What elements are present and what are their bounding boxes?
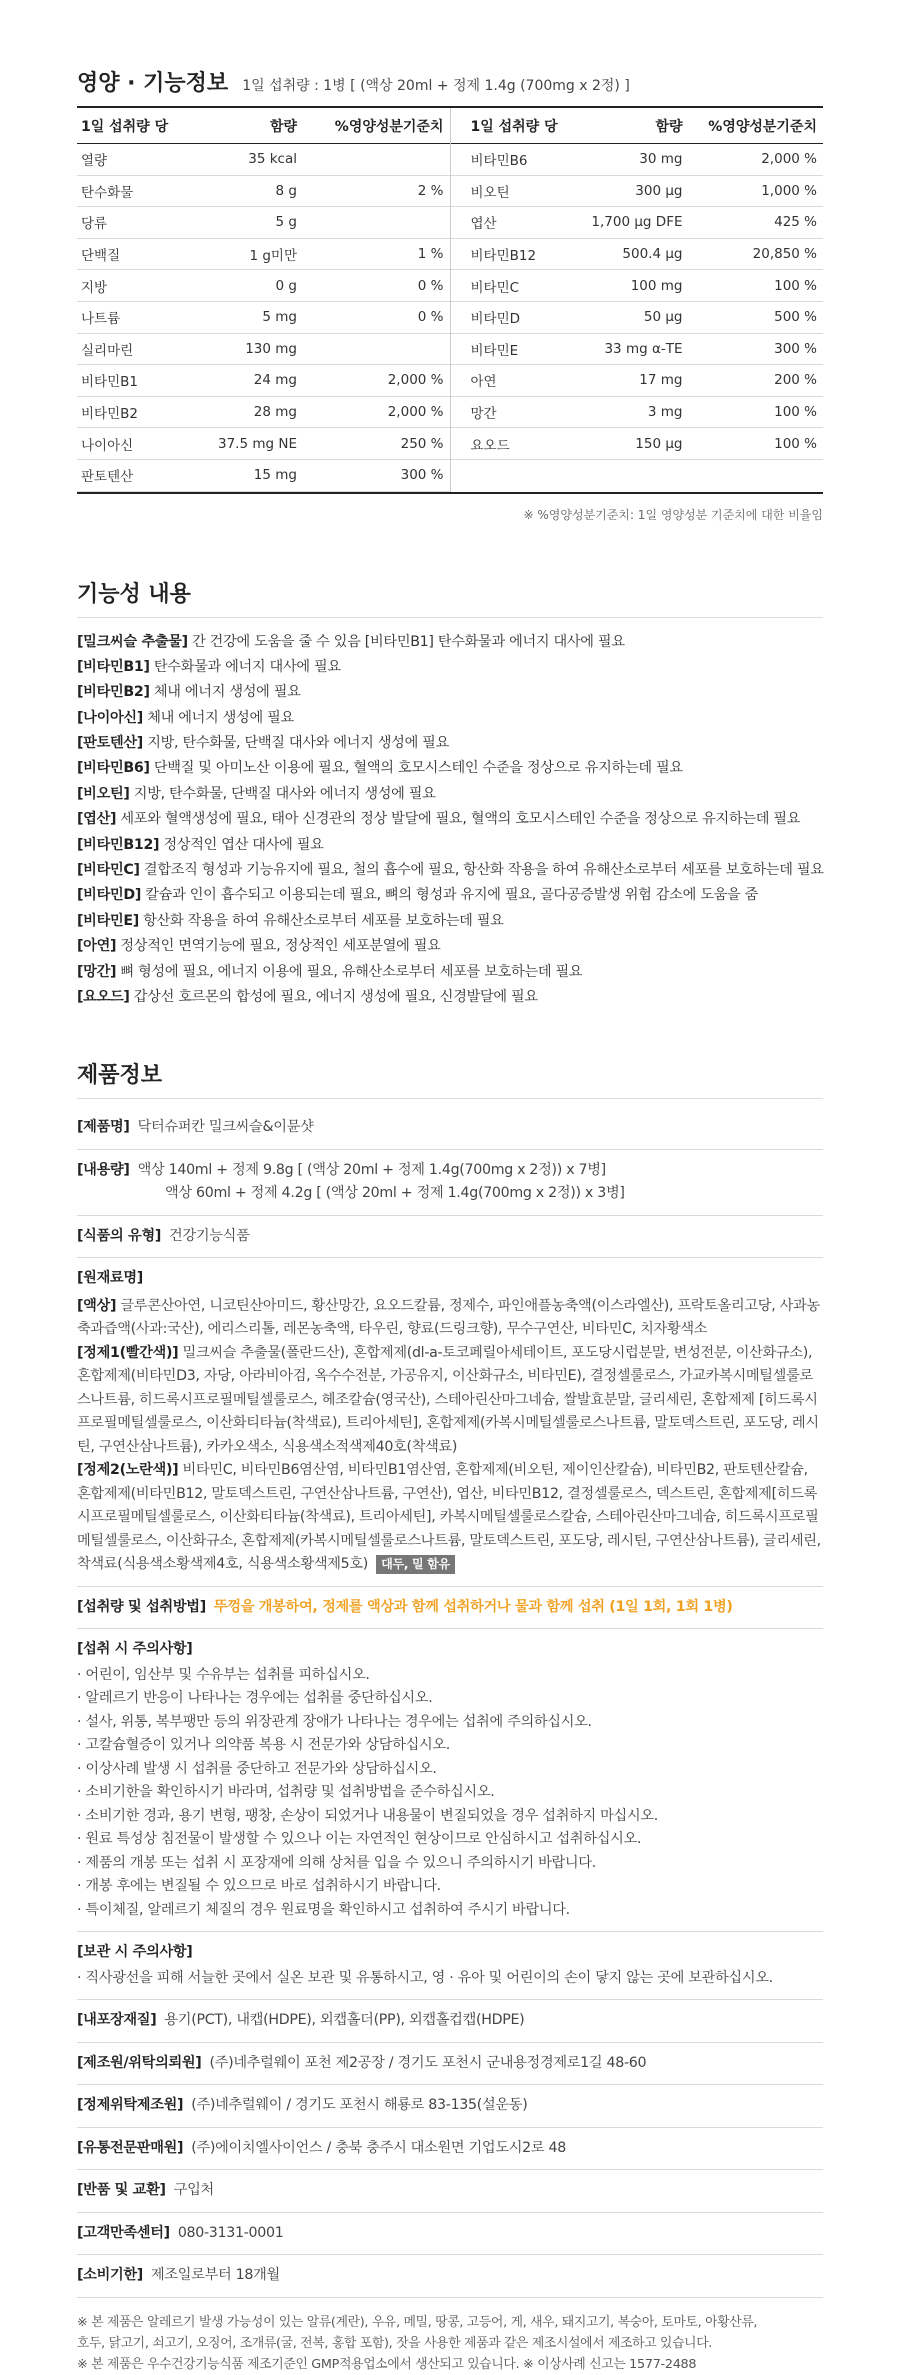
function-tag: [비타민B2] — [77, 684, 150, 701]
function-item — [77, 833, 823, 858]
storage-row — [77, 1932, 823, 2000]
nutrition-cell-name: 단백질 — [81, 248, 121, 265]
volume-label: [내용량] — [77, 1161, 130, 1178]
storage-label: [보관 시 주의사항] — [77, 1944, 193, 1961]
function-tag: [비타민C] — [77, 862, 140, 879]
function-text: 뼈 형성에 필요, 에너지 이용에 필요, 유해산소로부터 세포를 보호하는데 필요 — [116, 963, 583, 980]
nutrition-row — [451, 365, 824, 397]
nutrition-cell-name: 나이아신 — [81, 437, 134, 454]
nutrition-cell-amount: 30 mg — [639, 151, 683, 168]
cautions-row — [77, 1629, 823, 1932]
nutrition-row — [451, 207, 824, 239]
nutrition-cell-pct: 2 % — [417, 182, 444, 199]
nutrition-row — [77, 460, 450, 492]
nutrition-cell-name: 비타민D — [470, 311, 521, 328]
nutrition-row — [77, 176, 450, 208]
nutrition-cell-name: 판토텐산 — [81, 469, 134, 486]
nutrition-cell-amount: 17 mg — [639, 372, 683, 389]
manufacturer-value: (주)네추럴웨이 포천 제2공장 / 경기도 포천시 군내용정경제로1길 48-60 — [209, 2054, 647, 2071]
function-item — [77, 680, 823, 705]
nutrition-cell-name: 아연 — [470, 374, 497, 391]
nutrition-cell-name: 비타민B1 — [81, 374, 138, 391]
tablet-maker-value: (주)네추럴웨이 / 경기도 포천시 해룡로 83-135(설운동) — [191, 2097, 528, 2114]
nutrition-cell-pct: 2,000 % — [387, 404, 444, 421]
function-tag: [망간] — [77, 963, 117, 980]
function-tag: [나이아신] — [77, 709, 143, 726]
nutrition-cell-pct: 500 % — [774, 309, 817, 326]
header-amount: 함량 — [269, 118, 297, 135]
caution-item: · 알레르기 반응이 나타나는 경우에는 섭취를 중단하십시오. — [77, 1690, 433, 1707]
nutrition-cell-name: 탄수화물 — [81, 184, 134, 201]
function-item — [77, 630, 823, 655]
nutrition-cell-amount: 8 g — [275, 182, 297, 199]
nutrition-row — [451, 144, 824, 176]
nutrition-cell-amount: 15 mg — [253, 467, 297, 484]
caution-item: · 개봉 후에는 변질될 수 있으므로 바로 섭취하시기 바랍니다. — [77, 1878, 441, 1895]
function-text: 항산화 작용을 하여 유해산소로부터 세포를 보호하는데 필요 — [138, 912, 504, 929]
expiry-label: [소비기한] — [77, 2267, 143, 2284]
storage-value: · 직사광선을 피해 서늘한 곳에서 실온 보관 및 유통하시고, 영 · 유아 및 어린이의 손이 닿지 않는 곳에 보관하십시오. — [77, 1969, 773, 1986]
function-tag: [비타민B12] — [77, 836, 160, 853]
nutrition-cell-pct: 250 % — [400, 435, 444, 452]
function-item — [77, 934, 823, 959]
return-label: [반품 및 교환] — [77, 2182, 166, 2199]
volume-line-1: 액상 140ml + 정제 9.8g [ (액상 20ml + 정제 1.4g(700mg x 2정)) x 7병] — [137, 1161, 606, 1178]
nutrition-cell-pct: 2,000 % — [387, 372, 444, 389]
function-item — [77, 731, 823, 756]
ingredients-tablet-2 — [77, 1459, 823, 1577]
function-text: 정상적인 엽산 대사에 필요 — [159, 836, 324, 853]
nutrition-cell-amount: 24 mg — [253, 372, 297, 389]
function-text: 갑상선 호르몬의 합성에 필요, 에너지 생성에 필요, 신경발달에 필요 — [129, 989, 538, 1005]
caution-item: · 원료 특성상 침전물이 발생할 수 있으나 이는 자연적인 현상이므로 안심하시고 섭취하십시오. — [77, 1831, 642, 1848]
nutrition-row — [451, 334, 824, 366]
function-item — [77, 706, 823, 731]
nutrition-cell-pct: 0 % — [417, 277, 444, 294]
ingredients-tablet-1-text: 밀크씨슬 추출물(폴란드산), 혼합제제(dl-a-토코페릴아세테이트, 포도당시럽분말, 변성전분, 이산화규소), 혼합제제(비타민D3, 자당, 아라비아검, 옥수수전분, 가공유지, 이산화규소, 비타민E), 결정셀룰로스, 가교카복시메틸셀룰로스나트륨, 히드록시프로필메틸셀룰로스, 헤조칼슘(영국산), 스테아린산마그네슘, 쌀발효분말, 글리세린, 혼합제제 [히드록시프로필메틸셀룰로스, 이산화티타늄(착색료), 트리아세틴], 혼합제제(카복시메틸셀룰로스나트륨, 말토덱스트린, 포도당, 레시틴, 구연산삼나트륨), 카카오색소, 식용색소적색제40호(착색료) — [77, 1344, 819, 1455]
nutrition-cell-amount: 5 g — [275, 214, 297, 231]
nutrition-row — [77, 302, 450, 334]
function-text: 간 건강에 도움을 줄 수 있음 [비타민B1] 탄수화물과 에너지 대사에 필요 — [187, 633, 625, 650]
function-item — [77, 782, 823, 807]
function-item — [77, 807, 823, 832]
caution-item: · 소비기한을 확인하시기 바라며, 섭취량 및 섭취방법을 준수하십시오. — [77, 1784, 495, 1801]
nutrition-cell-name: 요오드 — [470, 437, 510, 454]
header-amount: 함량 — [655, 118, 683, 135]
function-item — [77, 960, 823, 985]
expiry-row — [77, 2255, 823, 2298]
caution-item: · 특이체질, 알레르기 체질의 경우 원료명을 확인하시고 섭취하여 주시기 바랍니다. — [77, 1901, 570, 1918]
function-tag: [밀크씨슬 추출물] — [77, 633, 188, 650]
volume-row — [77, 1150, 823, 1216]
header-daily-value: %영양성분기준치 — [708, 118, 817, 135]
product-name-row — [77, 1107, 823, 1150]
nutrition-cell-name: 비오틴 — [470, 184, 510, 201]
functions-title: 기능성 내용 — [77, 581, 191, 607]
nutrition-cell-amount: 1,700 μg DFE — [591, 214, 683, 231]
function-tag: [엽산] — [77, 811, 117, 828]
product-name-value: 닥터슈퍼칸 밀크씨슬&이뮨샷 — [137, 1119, 314, 1136]
header-daily-value: %영양성분기준치 — [334, 118, 444, 135]
function-tag: [비오틴] — [77, 785, 130, 802]
nutrition-cell-name: 비타민B12 — [470, 248, 537, 265]
function-tag: [판토텐산] — [77, 735, 143, 752]
packaging-label: [내포장재질] — [77, 2012, 157, 2029]
nutrition-cell-name: 비타민E — [470, 342, 519, 359]
ingredients-liquid-tag: [액상] — [77, 1297, 117, 1314]
caution-item: · 고칼슘혈증이 있거나 의약품 복용 시 전문가와 상담하십시오. — [77, 1737, 451, 1754]
manufacturer-label: [제조원/위탁의뢰원] — [77, 2054, 202, 2071]
nutrition-cell-amount: 37.5 mg NE — [218, 435, 297, 452]
distributor-row — [77, 2128, 823, 2171]
nutrition-cell-pct: 425 % — [774, 214, 817, 231]
product-name-label: [제품명] — [77, 1119, 130, 1136]
method-label: [섭취량 및 섭취방법] — [77, 1598, 206, 1615]
caution-item: · 소비기한 경과, 용기 변형, 팽창, 손상이 되었거나 내용물이 변질되었을 경우 섭취하지 마십시오. — [77, 1807, 658, 1824]
distributor-label: [유통전문판매원] — [77, 2139, 184, 2156]
nutrition-header — [77, 0, 823, 102]
nutrition-cell-name: 열량 — [81, 153, 108, 170]
nutrition-cell-pct: 100 % — [774, 277, 817, 294]
header-per-serving: 1일 섭취량 당 — [81, 118, 169, 135]
nutrition-row — [451, 270, 824, 302]
product-header — [77, 1058, 823, 1099]
product-title: 제품정보 — [77, 1063, 163, 1089]
nutrition-row — [451, 302, 824, 334]
function-text: 결합조직 형성과 기능유지에 필요, 철의 흡수에 필요, 항산화 작용을 하여 유해산소로부터 세포를 보호하는데 필요 — [139, 862, 824, 879]
volume-line-2: 액상 60ml + 정제 4.2g [ (액상 20ml + 정제 1.4g(700mg x 2정)) x 3병] — [165, 1185, 625, 1202]
functions-header — [77, 577, 823, 618]
caution-item: · 설사, 위통, 복부팽만 등의 위장관계 장애가 나타나는 경우에는 섭취에 주의하십시오. — [77, 1713, 592, 1730]
nutrition-cell-name: 나트륨 — [81, 311, 121, 328]
nutrition-cell-pct: 0 % — [417, 309, 444, 326]
cautions-list — [77, 1664, 823, 1923]
nutrition-row — [451, 428, 824, 460]
serving-size: 1일 섭취량 : 1병 [ (액상 20ml + 정제 1.4g (700mg x 2정) ] — [242, 78, 630, 94]
ingredients-liquid-text: 글루콘산아연, 니코틴산아미드, 황산망간, 요오드칼륨, 정제수, 파인애플농축액(이스라엘산), 프락토올리고당, 사과농축과즙액(사과:국산), 에리스리톨, 레몬농축액, 타우린, 향료(드링크향), 무수구연산, 비타민C, 치자황색소 — [77, 1297, 820, 1338]
nutrition-cell-pct: 300 % — [774, 340, 817, 357]
allergen-badge: 대두, 밀 함유 — [376, 1555, 454, 1574]
ingredients-tablet-1-tag: [정제1(빨간색)] — [77, 1344, 179, 1361]
caution-item: · 이상사례 발생 시 섭취를 중단하고 전문가와 상담하십시오. — [77, 1760, 437, 1777]
nutrition-cell-pct: 200 % — [774, 372, 817, 389]
nutrition-cell-amount: 150 μg — [635, 435, 683, 452]
function-text: 체내 에너지 생성에 필요 — [149, 684, 301, 701]
nutrition-cell-pct: 1 % — [417, 246, 444, 263]
nutrition-row — [77, 428, 450, 460]
nutrition-row — [77, 270, 450, 302]
footnote-line-2: 호두, 닭고기, 쇠고기, 오징어, 조개류(굴, 전복, 홍합 포함), 잣을 사용한 제품과 같은 제조시설에서 제조하고 있습니다. — [77, 2335, 713, 2351]
nutrition-table-left — [77, 108, 450, 492]
nutrition-header-row — [77, 108, 450, 144]
nutrition-cell-pct: 100 % — [774, 435, 817, 452]
nutrition-row — [451, 397, 824, 429]
cautions-label: [섭취 시 주의사항] — [77, 1641, 193, 1658]
nutrition-cell-amount: 130 mg — [245, 340, 297, 357]
nutrition-row — [451, 239, 824, 271]
function-tag: [비타민E] — [77, 912, 139, 929]
function-item — [77, 858, 823, 883]
nutrition-cell-amount: 0 g — [275, 277, 297, 294]
nutrition-table — [77, 106, 823, 494]
function-tag: [요오드] — [77, 989, 130, 1005]
nutrition-cell-amount: 33 mg α-TE — [604, 340, 683, 357]
function-text: 체내 에너지 생성에 필요 — [143, 709, 294, 726]
nutrition-cell-pct: 20,850 % — [752, 246, 817, 263]
nutrition-row — [77, 365, 450, 397]
method-row — [77, 1587, 823, 1630]
nutrition-cell-name: 실리마린 — [81, 342, 134, 359]
nutrition-cell-name: 지방 — [81, 279, 108, 296]
function-item — [77, 655, 823, 680]
function-item — [77, 883, 823, 908]
nutrition-row — [77, 144, 450, 176]
nutrition-cell-amount: 1 g미만 — [249, 248, 297, 265]
ingredients-row — [77, 1258, 823, 1587]
nutrition-cell-amount: 3 mg — [647, 404, 683, 421]
nutrition-cell-name: 비타민B2 — [81, 406, 138, 423]
food-type-label: [식품의 유형] — [77, 1227, 162, 1244]
nutrition-cell-name: 망간 — [470, 406, 497, 423]
footnotes — [77, 2312, 823, 2375]
nutrition-row — [451, 176, 824, 208]
nutrition-row — [77, 207, 450, 239]
nutrition-cell-pct: 1,000 % — [761, 182, 817, 199]
function-item — [77, 985, 823, 1010]
function-text: 정상적인 면역기능에 필요, 정상적인 세포분열에 필요 — [116, 938, 441, 955]
nutrition-row — [451, 460, 824, 492]
tablet-maker-label: [정제위탁제조원] — [77, 2097, 184, 2114]
function-item — [77, 756, 823, 781]
tablet-maker-row — [77, 2085, 823, 2128]
nutrition-cell-amount: 300 μg — [635, 182, 683, 199]
nutrition-cell-amount: 50 μg — [643, 309, 683, 326]
nutrition-cell-amount: 35 kcal — [248, 151, 297, 168]
nutrition-row — [77, 334, 450, 366]
function-text: 지방, 탄수화물, 단백질 대사와 에너지 생성에 필요 — [143, 735, 449, 752]
nutrition-cell-amount: 100 mg — [630, 277, 683, 294]
food-type-value: 건강기능식품 — [169, 1227, 250, 1244]
function-tag: [아연] — [77, 938, 117, 955]
ingredients-tablet-1 — [77, 1342, 823, 1460]
nutrition-cell-pct: 2,000 % — [761, 151, 817, 168]
nutrition-table-right — [450, 108, 824, 492]
manufacturer-row — [77, 2043, 823, 2086]
ingredients-liquid — [77, 1295, 823, 1342]
packaging-row — [77, 2000, 823, 2043]
ingredients-tablet-2-text: 비타민C, 비타민B6염산염, 비타민B1염산염, 혼합제제(비오틴, 제이인산칼슘), 비타민B2, 판토텐산칼슘, 혼합제제(비타민B12, 말토덱스트린, 구연산삼나트륨, 구연산), 엽산, 비타민B12, 결정셀룰로스, 덱스트린, 혼합제제[히드록시프로필메틸셀룰로스, 이산화티타늄(착색료), 트리아세틴], 카복시메틸셀룰로스칼슘, 스테아린산마그네슘, 히드록시프로필메틸셀룰로스, 이산화규소, 혼합제제(카복시메틸셀룰로스나트륨, 말토덱스트린, 포도당, 레시틴, 구연산삼나트륨), 글리세린, 착색료(식용색소황색제4호, 식용색소황색제5호) — [77, 1462, 821, 1573]
packaging-value: 용기(PCT), 내캡(HDPE), 외캡홀더(PP), 외캡홀컵캡(HDPE) — [164, 2012, 525, 2029]
nutrition-note: ※ %영양성분기준치: 1일 영양성분 기준치에 대한 비율임 — [523, 507, 823, 522]
caution-item: · 제품의 개봉 또는 섭취 시 포장재에 의해 상처를 입을 수 있으니 주의하시기 바랍니다. — [77, 1854, 596, 1871]
function-text: 탄수화물과 에너지 대사에 필요 — [149, 658, 341, 675]
nutrition-cell-pct: 100 % — [774, 404, 817, 421]
nutrition-cell-name: 비타민C — [470, 279, 520, 296]
function-tag: [비타민B1] — [77, 658, 150, 675]
customer-center-label: [고객만족센터] — [77, 2224, 170, 2241]
caution-item: · 어린이, 임산부 및 수유부는 섭취를 피하십시오. — [77, 1666, 370, 1683]
function-text: 칼슘과 인이 흡수되고 이용되는데 필요, 뼈의 형성과 유지에 필요, 골다공증발생 위험 감소에 도움을 줌 — [141, 887, 759, 904]
method-value: 뚜껑을 개봉하여, 정제를 액상과 함께 섭취하거나 물과 함께 섭취 (1일 1회, 1회 1병) — [213, 1598, 733, 1615]
function-tag: [비타민D] — [77, 887, 142, 904]
nutrition-row — [77, 397, 450, 429]
customer-center-row — [77, 2213, 823, 2256]
nutrition-cell-name: 당류 — [81, 216, 108, 233]
nutrition-cell-name: 비타민B6 — [470, 153, 528, 170]
nutrition-title: 영양 · 기능정보 — [77, 71, 229, 96]
ingredients-tablet-2-tag: [정제2(노란색)] — [77, 1462, 179, 1479]
nutrition-cell-pct: 300 % — [400, 467, 444, 484]
function-item — [77, 909, 823, 934]
nutrition-cell-name: 엽산 — [470, 216, 497, 233]
function-text: 세포와 혈액생성에 필요, 태아 신경관의 정상 발달에 필요, 혈액의 호모시스테인 수준을 정상으로 유지하는데 필요 — [116, 811, 801, 828]
function-tag: [비타민B6] — [77, 760, 150, 777]
return-row — [77, 2170, 823, 2213]
nutrition-cell-amount: 5 mg — [262, 309, 297, 326]
header-per-serving: 1일 섭취량 당 — [470, 118, 558, 135]
expiry-value: 제조일로부터 18개월 — [151, 2267, 280, 2284]
customer-center-phone: 080-3131-0001 — [177, 2224, 284, 2241]
food-type-row — [77, 1216, 823, 1259]
distributor-value: (주)에이치엘사이언스 / 충북 충주시 대소원면 기업도시2로 48 — [191, 2139, 566, 2156]
footnote-line-1: ※ 본 제품은 알레르기 발생 가능성이 있는 알류(계란), 우유, 메밀, 땅콩, 고등어, 게, 새우, 돼지고기, 복숭아, 토마토, 아황산류, — [77, 2314, 758, 2330]
function-text: 지방, 탄수화물, 단백질 대사와 에너지 생성에 필요 — [129, 785, 436, 802]
nutrition-row — [77, 239, 450, 271]
functions-list — [77, 630, 823, 1011]
nutrition-cell-amount: 28 mg — [253, 404, 297, 421]
ingredients-label: [원재료명] — [77, 1270, 143, 1287]
function-text: 단백질 및 아미노산 이용에 필요, 혈액의 호모시스테인 수준을 정상으로 유지하는데 필요 — [149, 760, 683, 777]
footnote-line-3: ※ 본 제품은 우수건강기능식품 제조기준인 GMP적용업소에서 생산되고 있습니다. ※ 이상사례 신고는 1577-2488 — [77, 2356, 697, 2372]
nutrition-cell-amount: 500.4 μg — [622, 246, 683, 263]
nutrition-header-row — [451, 108, 824, 144]
return-value: 구입처 — [173, 2182, 214, 2199]
